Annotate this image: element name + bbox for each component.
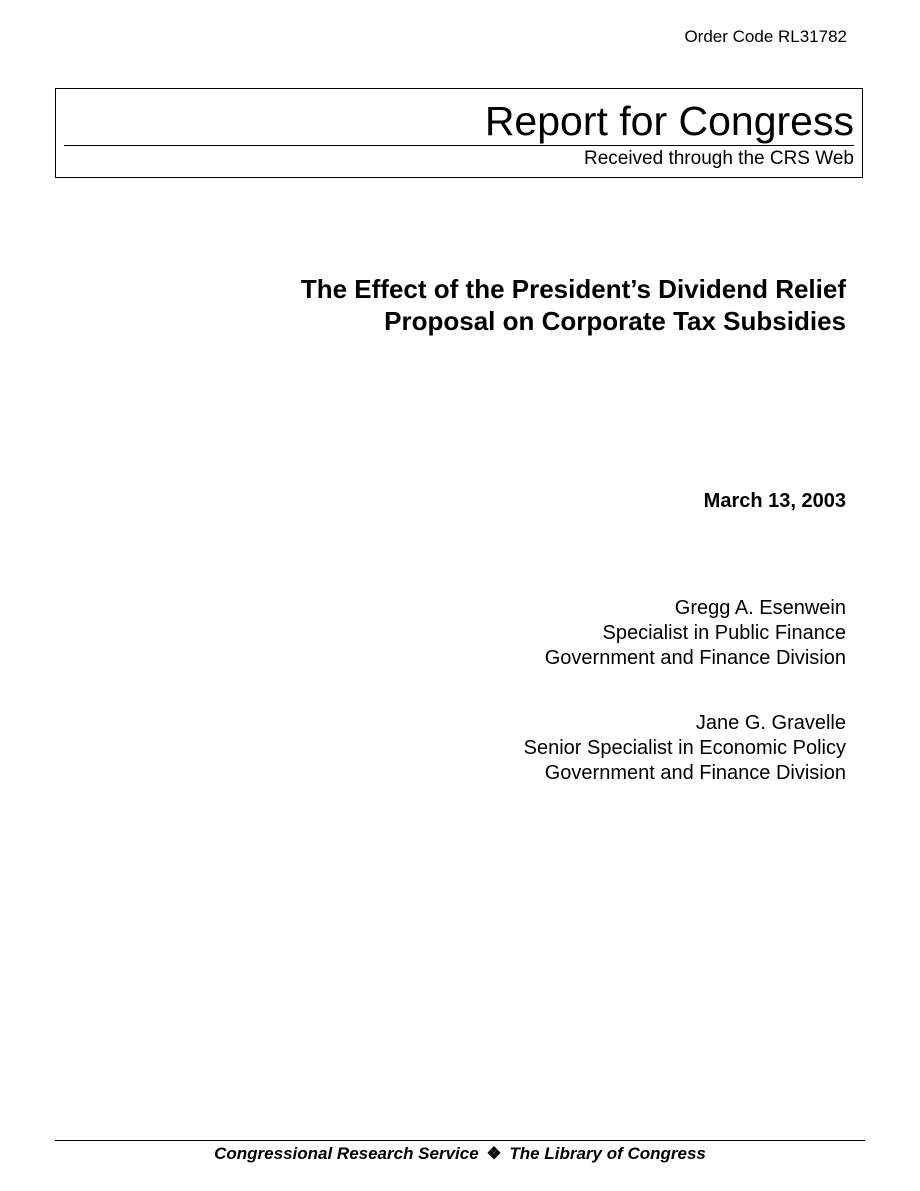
footer-separator-icon: ❖: [486, 1144, 502, 1163]
author-position: Specialist in Public Finance: [602, 622, 846, 644]
order-code: Order Code RL31782: [684, 27, 847, 46]
author-position: Senior Specialist in Economic Policy: [523, 737, 846, 759]
author-block-2: [524, 711, 846, 786]
document-title: [146, 273, 846, 337]
author-division: Government and Finance Division: [544, 647, 846, 669]
banner-divider: [64, 145, 854, 146]
footer: [0, 1143, 920, 1164]
footer-loc: The Library of Congress: [509, 1144, 706, 1163]
report-banner: [55, 88, 863, 178]
author-block-1: [545, 596, 846, 671]
document-title-line-1: The Effect of the President’s Dividend Relief: [300, 274, 846, 304]
author-division: Government and Finance Division: [544, 762, 846, 784]
report-title: Report for Congress: [484, 98, 854, 144]
report-date: March 13, 2003: [703, 490, 846, 512]
footer-divider: [55, 1140, 865, 1141]
author-name: Jane G. Gravelle: [695, 712, 846, 734]
document-title-line-2: Proposal on Corporate Tax Subsidies: [384, 306, 846, 336]
author-name: Gregg A. Esenwein: [674, 597, 846, 619]
footer-crs: Congressional Research Service: [214, 1144, 479, 1163]
report-subtitle: Received through the CRS Web: [583, 148, 854, 169]
